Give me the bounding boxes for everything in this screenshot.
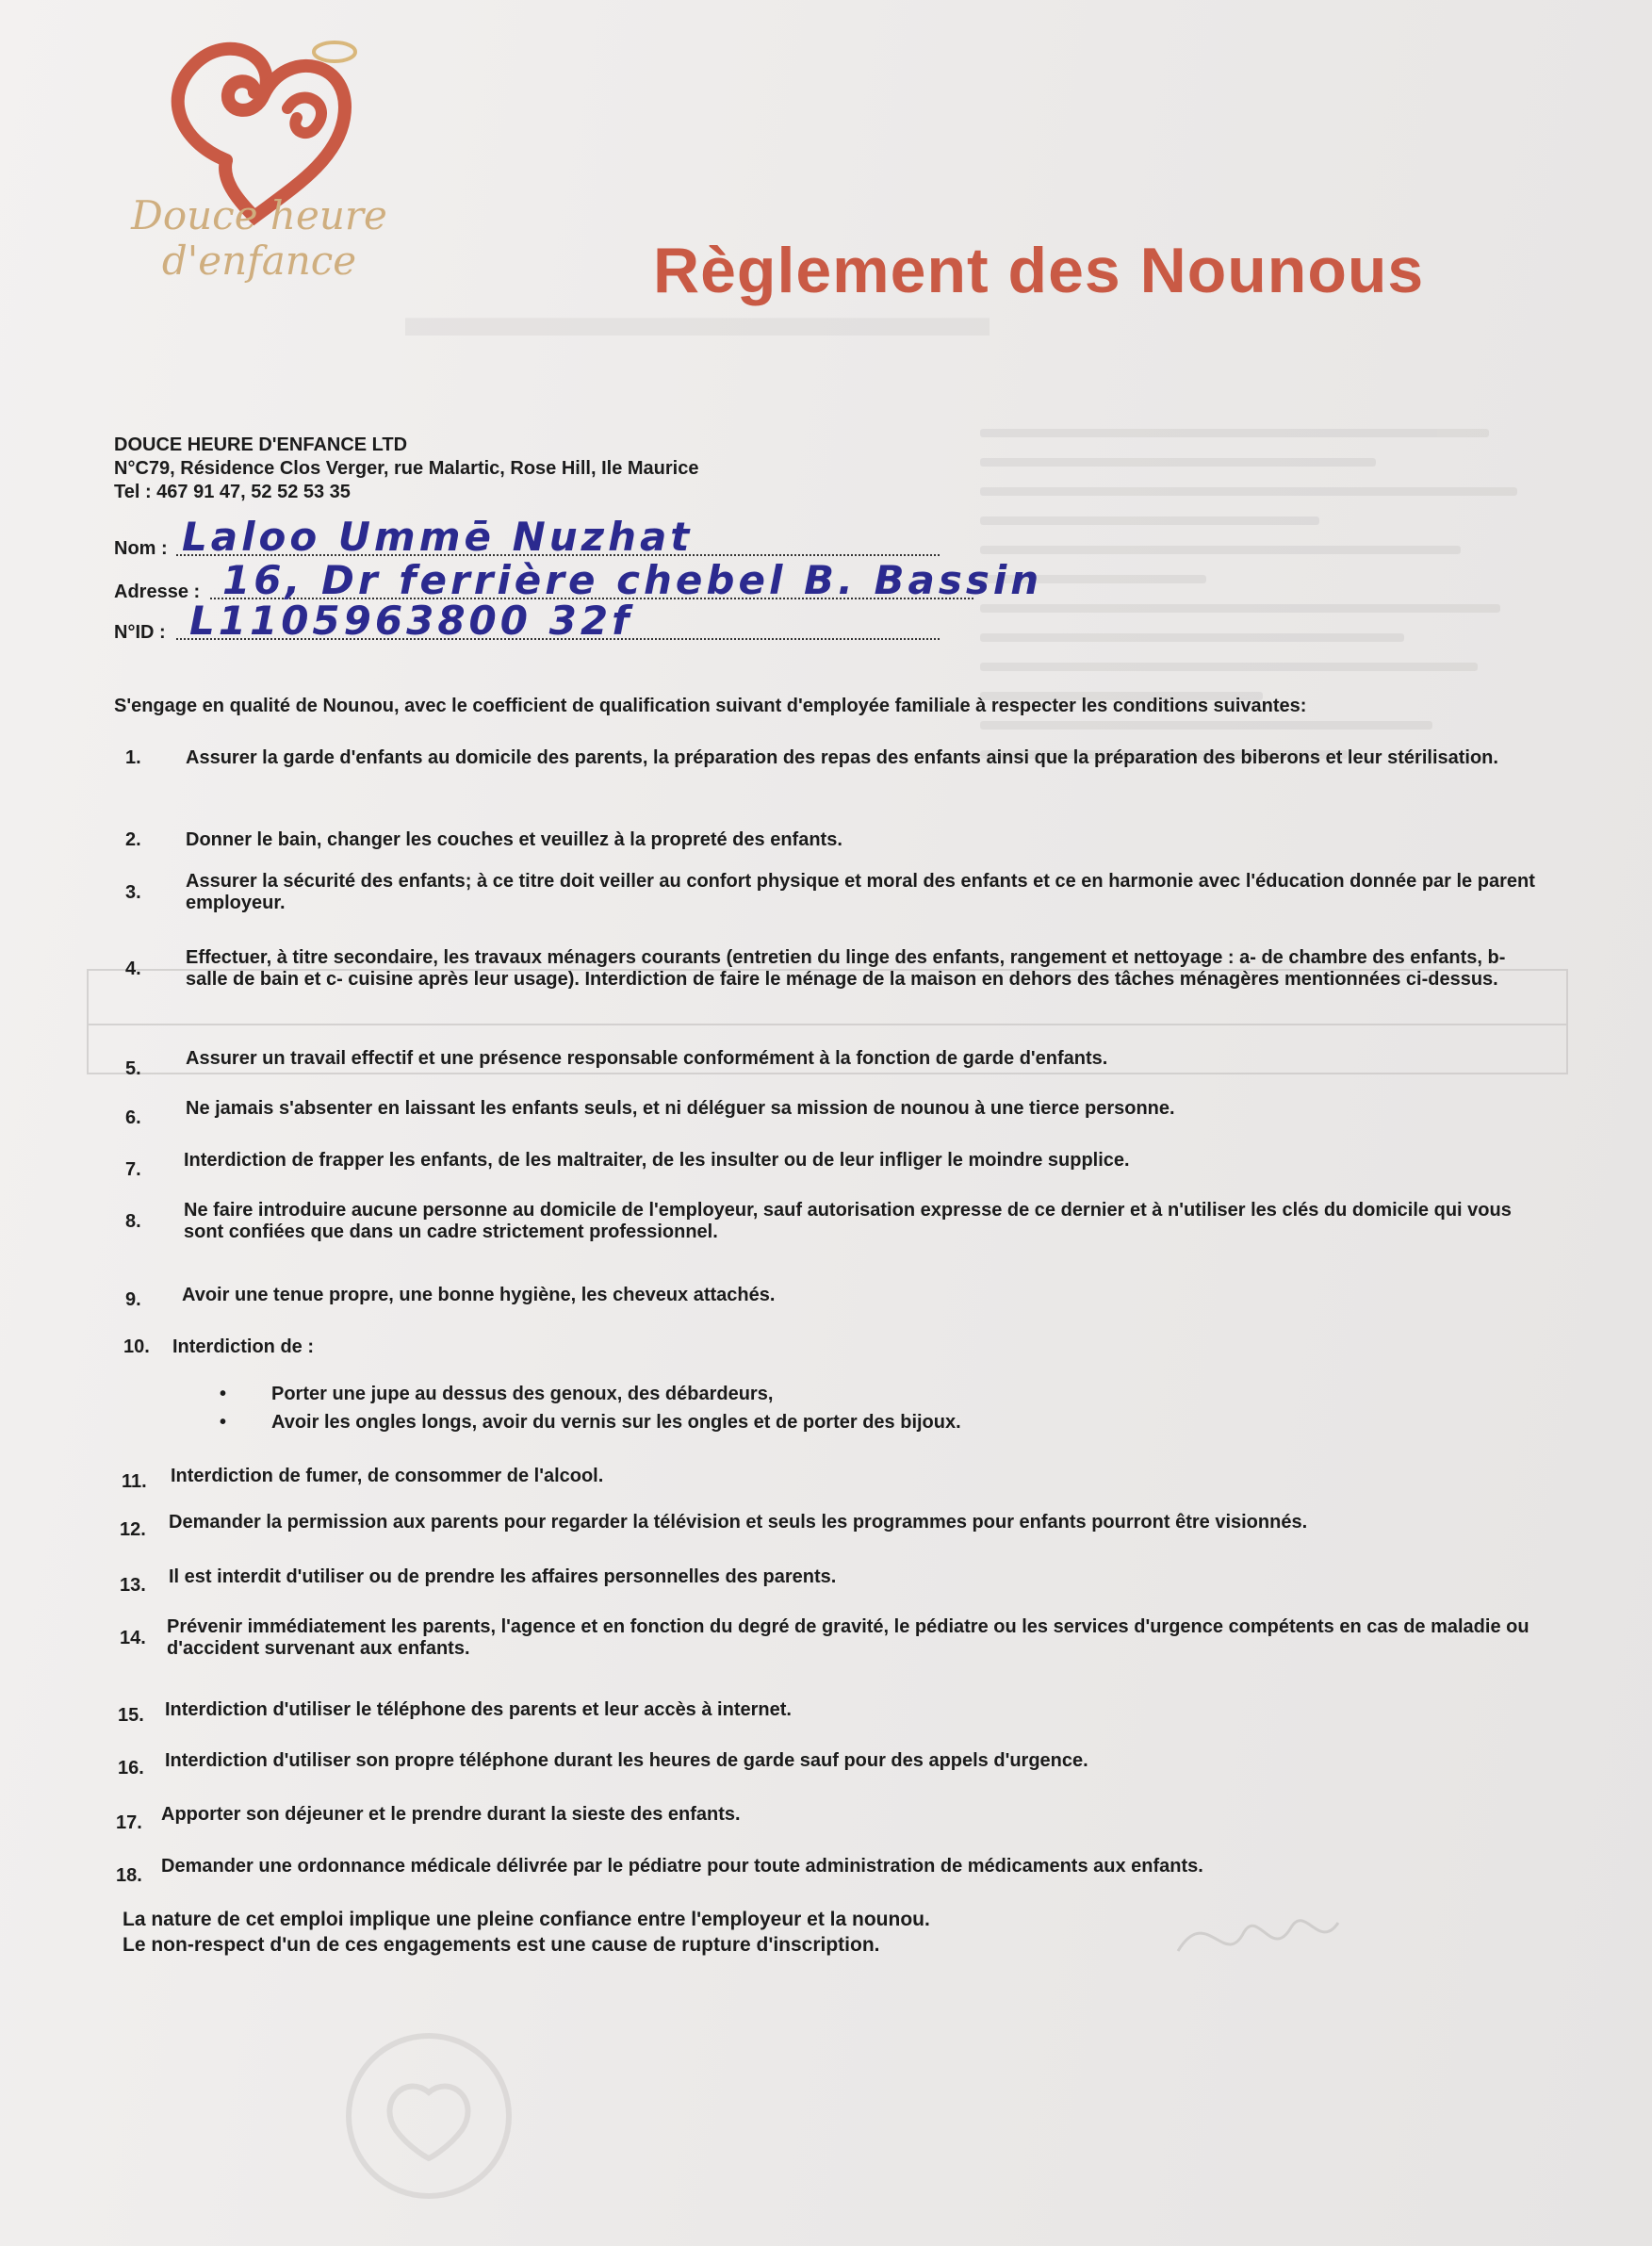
company-address: N°C79, Résidence Clos Verger, rue Malartic, Rose Hill, Ile Maurice — [114, 458, 699, 479]
company-tel: Tel : 467 91 47, 52 52 53 35 — [114, 482, 351, 502]
adresse-value: 16, Dr ferrière chebel B. Bassin — [222, 557, 1043, 603]
closing-statement — [123, 1907, 930, 1958]
signature-watermark-icon — [1169, 1894, 1348, 1979]
nom-label: Nom : — [114, 538, 168, 559]
logo-text: Douce heure d'enfance — [131, 192, 387, 284]
intro-text: S'engage en qualité de Nounou, avec le coefficient de qualification suivant d'employée familiale à respecter les conditions suivantes: — [114, 696, 1307, 716]
show-through-lines — [980, 429, 1546, 779]
id-value: L1105963800 32f — [189, 598, 633, 644]
company-name: DOUCE HEURE D'ENFANCE LTD — [114, 434, 408, 455]
id-label: N°ID : — [114, 622, 166, 643]
closing-line-2: Le non-respect d'un de ces engagements est une cause de rupture d'inscription. — [123, 1934, 880, 1956]
show-through: ▬▬▬▬▬▬▬▬▬▬ — [405, 284, 990, 349]
page-title: Règlement des Nounous — [653, 235, 1425, 306]
stamp-watermark-icon — [339, 2026, 518, 2205]
company-info — [114, 434, 698, 504]
adresse-label: Adresse : — [114, 582, 201, 602]
document-page: ▬▬▬▬▬▬▬▬▬▬ Douce heure d'enfance Règlement des Nounous DOUCE HEURE D'ENFANCE LTD N°C79, Résidence Clos Verger, rue Malartic, Rose Hill, Ile Maurice Tel : 467 91 47, 52 52 53 35 Nom : Laloo Ummē Nuzhat Adresse : 16, Dr ferrière chebel B. Bassin N°ID : L1105963800 32f S'engage en qualité de Nounou, avec le coefficient de qualification suivant d'employée familiale à respecter les conditions suivantes: 1. Assurer la garde d'enfants au domicile des parents, la préparation des repas des enfants ainsi que la préparation des biberons et leur stérilisation. 2. Donner le bain, changer les couches et veuillez à la propreté des enfants. 3. Assurer la sécurité des enfants; à ce titre doit veiller au confort physique et moral des enfants et ce en harmonie avec l'éducation donnée par le parent employeur. 4. Effectuer, à titre secondaire, les travaux ménagers courants (entretien du linge des enfants, rangement et nettoyage : a- de chambre des enfants, b- salle de bain et c- cuisine après leur usage). Interdiction de faire le ménage de la maison en dehors des tâches ménagères mentionnées ci-dessus. 5. Assurer un travail effectif et une présence responsable conformément à la fonction de garde d'enfants. 6. Ne jamais s'absenter en laissant les enfants seuls, et ni déléguer sa mission de nounou à une tierce personne. 7. Interdiction de frapper les enfants, de les maltraiter, de les insulter ou de leur infliger le moindre supplice. 8. Ne faire introduire aucune personne au domicile de l'employeur, sauf autorisation expresse de ce dernier et à n'utiliser les clés du domicile qui vous sont confiées que dans un cadre strictement professionnel. 9. Avoir une tenue propre, une bonne hygiène, les cheveux attachés. 10. Interdiction de : • Porter une jupe au dessus des genoux, des débardeurs, • Avoir les ongles longs, avoir du vernis sur les ongles et de porter des bijoux. 11. Interdiction de fumer, de consommer de l'alcool. 12. Demander la permission aux parents pour regarder la télévision et seuls les programmes pour enfants pourront être visionnés. 13. Il est interdit d'utiliser ou de prendre les affaires personnelles des parents. 14. Prévenir immédiatement les parents, l'agence et en fonction du degré de gravité, le pédiatre ou les services d'urgence compétents en cas de maladie ou d'accident survenant aux enfants. 15. Interdiction d'utiliser le téléphone des parents et leur accès à internet. 16. Interdiction d'utiliser son propre téléphone durant les heures de garde sauf pour des appels d'urgence. 17. Apporter son déjeuner et le prendre durant la sieste des enfants. 18. Demander une ordonnance médicale délivrée par le pédiatre pour toute administration de médicaments aux enfants. La nature de cet emploi implique une pleine confiance entre l'employeur et la nounou. Le non-respect d'un de ces engagements est une cause de rupture d'inscription. — [0, 0, 1652, 2246]
nom-value: Laloo Ummē Nuzhat — [182, 514, 694, 560]
closing-line-1: La nature de cet emploi implique une pleine confiance entre l'employeur et la nounou. — [123, 1909, 930, 1930]
